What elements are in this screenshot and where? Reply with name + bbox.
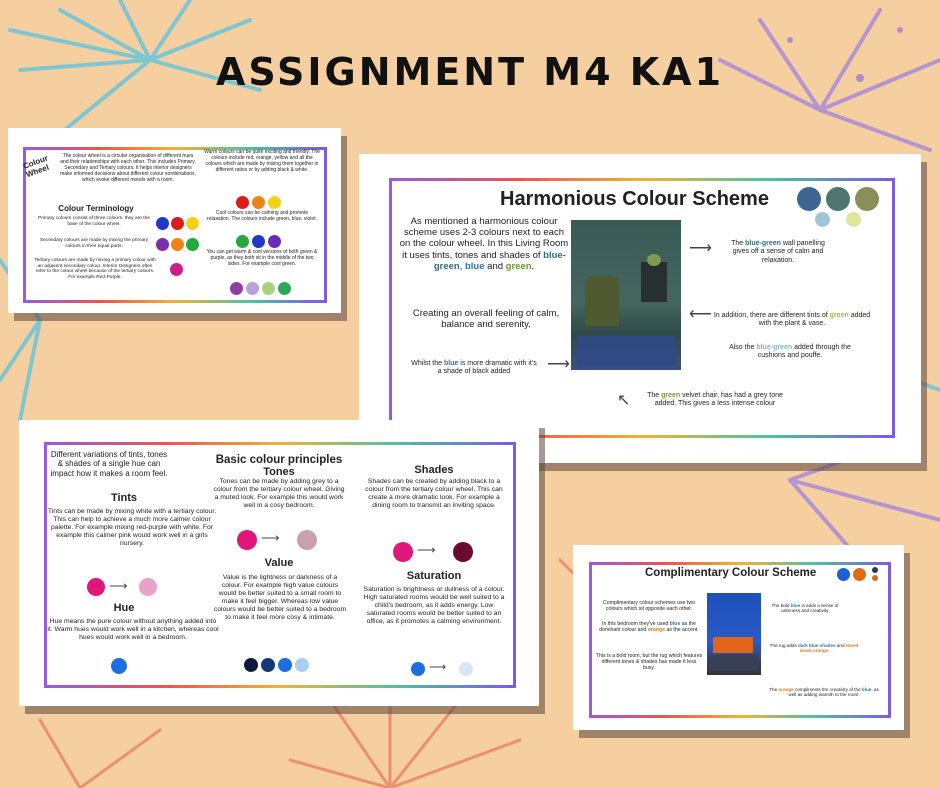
harmonious-swatch-lightgreen — [846, 212, 861, 227]
tints-red-purple — [87, 578, 105, 596]
swatch-green — [186, 238, 199, 251]
value-blue — [278, 658, 292, 672]
comp-note-rug: The rug adds dark blue shades and toned down orange — [769, 643, 859, 654]
saturation-blue — [411, 662, 425, 676]
swatch-blue — [156, 217, 169, 230]
tones-heading: Tones — [263, 466, 295, 478]
comp-swatch-blue — [837, 568, 850, 581]
comp-p1: Complimentary colour schemes use two colours which sit opposite each other. — [603, 600, 695, 613]
comp-p3: This is a bold room, but the rug which features different tones & shades has made it less busy. — [595, 653, 703, 672]
tints-heading: Tints — [110, 492, 138, 504]
warm-cool-text: You can get warm & cool versions of both green & purple, as they both sit in the middle of the two sides. For example cool green. — [206, 249, 318, 267]
bedroom-image — [707, 593, 761, 675]
secondary-text: Secondary colours are made by mixing the primary colours in their equal parts. — [39, 238, 149, 249]
tones-muted — [297, 530, 317, 550]
shades-text: Shades can be created by adding black to a colour from the tertiary colour wheel. This can create a more dramatic look. For example a dining room to transmit an inviting space. — [365, 478, 503, 510]
tints-text: Tints can be made by mixing white with a tertiary colour. This can help to achieve a much more calmer colour palette. For example mixing red-purple with white. For example this calmer pink would work well in a girls nursery. — [47, 508, 217, 548]
comp-note-orange: The orange compliments the creativity of the blue, as well as adding warmth to the room. — [769, 687, 879, 698]
harmonious-swatch-green — [855, 187, 879, 211]
slide-colour-wheel — [8, 128, 341, 313]
slide-basic-principles — [19, 420, 539, 706]
warm-yellow — [268, 196, 281, 209]
swatch-purple — [156, 238, 169, 251]
harmonious-intro: As mentioned a harmonious colour scheme uses 2-3 colours next to each on the colour wheel. In this Living Room it uses tints, tones and shades of blue-green, blue and green. — [399, 216, 569, 272]
page-title: ASSIGNMENT M4 KA1 — [215, 50, 725, 94]
slide-harmonious — [359, 154, 921, 463]
value-lightblue — [295, 658, 309, 672]
arrow-icon: ⟵ — [689, 306, 712, 323]
hue-text: Hue means the pure colour without anything added into it. Warm hues would work well in a kitchen, whereas cool hues would work well in a bedroom. — [47, 618, 219, 642]
comp-p2: In this bedroom they've used blue as the dominant colour and orange as the accent. — [599, 621, 699, 634]
shades-heading: Shades — [414, 464, 454, 476]
terminology-heading: Colour Terminology — [58, 204, 134, 213]
saturation-pale — [459, 662, 473, 676]
cool-green — [236, 235, 249, 248]
cool-text: Cool colours can be calming and promote relaxation. The colours include green, blue, violet. — [207, 210, 317, 222]
hue-blue — [111, 658, 127, 674]
value-text: Value is the lightness or darkness of a colour. For example high value colours would be better suited to a small room to make it feel bigger. Whereas low value colours would be better suited to a bedroom to make it feel more cosy & intimate. — [213, 574, 347, 622]
tertiary-text: Tertiary colours are made by mixing a primary colour with an adjacent secondary colour. Interior Designers often refer to the colour wheel because of the tertiary colours. For example Red-Purple. — [34, 258, 156, 280]
colour-wheel-side-title: Colour Wheel — [21, 153, 51, 180]
value-navy — [244, 658, 258, 672]
warm-orange — [252, 196, 265, 209]
hue-heading: Hue — [113, 602, 135, 614]
slide-complimentary — [573, 545, 904, 730]
colour-wheel-intro: The colour wheel is a circular organisation of different hues and their relationships with each other. This includes Primary, Secondary and Tertiary colours. It helps interior designers make informed decisions about different colour combinations, which evoke different moods with a room. — [60, 153, 196, 183]
swatch-red-purple — [170, 263, 183, 276]
value-darkblue — [261, 658, 275, 672]
tints-pink — [139, 578, 157, 596]
tones-red-purple — [237, 530, 257, 550]
harmonious-heading: Harmonious Colour Scheme — [500, 188, 769, 210]
variations-text: Different variations of tints, tones & shades of a single hue can impact how it makes a room feel. — [50, 450, 168, 478]
arrow-icon: ⟶ — [547, 356, 570, 373]
comp-note-bold-blue: The bold blue is adds a sense of calmness and creativity. — [771, 603, 839, 614]
comp-swatch-orange — [853, 568, 866, 581]
arrow-icon: ⟶ — [417, 542, 436, 557]
harmonious-swatch-lightblue — [815, 212, 830, 227]
warm-red — [236, 196, 249, 209]
arrow-icon: ⟶ — [689, 240, 712, 257]
swatch-lilac — [246, 282, 259, 295]
note-blue-dramatic: Whilst the blue is more dramatic with it's a shade of black added — [411, 360, 537, 376]
living-room-image — [571, 220, 681, 370]
swatch-orange — [171, 238, 184, 251]
arrow-icon: ⟶ — [429, 660, 447, 674]
comp-swatch-dark — [872, 567, 878, 573]
shades-red-purple — [393, 542, 413, 562]
note-velvet-chair: The green velvet chair, has had a grey tone added. This gives a less intense colour — [647, 392, 783, 408]
harmonious-feeling: Creating an overall feeling of calm, balance and serenity. — [412, 308, 560, 331]
cool-blue — [252, 235, 265, 248]
saturation-text: Saturation is brightness or dullness of a colour. High saturated rooms would be well suited to a child's bedroom, as it adds energy. Low saturated rooms would be better suited to an office, as it promotes a calming environment. — [363, 586, 505, 626]
swatch-cool-green — [278, 282, 291, 295]
swatch-violet — [230, 282, 243, 295]
tones-text: Tones can be made by adding grey to a colour from the tertiary colour wheel. Giving a muted look. For example this would work well in a cosy bedroom. — [213, 478, 345, 510]
cool-violet — [268, 235, 281, 248]
shades-dark — [453, 542, 473, 562]
note-cushions: Also the blue-green added through the cushions and pouffe. — [729, 344, 851, 360]
harmonious-swatch-bluegreen — [826, 187, 850, 211]
harmonious-swatch-blue — [797, 187, 821, 211]
basic-principles-heading: Basic colour principles — [215, 454, 343, 466]
value-heading: Value — [264, 557, 294, 569]
warm-text: Warm colours can be quite exciting and friendly. The colours include red, orange, yellow and all the colours which are made by mixing them together in different ratios or by adding black & white. — [204, 149, 320, 173]
complimentary-heading: Complimentary Colour Scheme — [645, 567, 817, 579]
primary-text: Primary colours consist of three colours, they are the base of the colour wheel. — [38, 216, 150, 227]
swatch-light-green — [262, 282, 275, 295]
comp-swatch-toned — [872, 575, 878, 581]
swatch-yellow — [186, 217, 199, 230]
arrow-icon: ⟶ — [109, 578, 128, 593]
saturation-heading: Saturation — [406, 570, 462, 582]
arrow-icon: ↖ — [617, 392, 631, 409]
swatch-red — [171, 217, 184, 230]
note-wall-panelling: The blue-green wall panelling gives off a sense of calm and relaxation. — [731, 240, 825, 264]
note-green-tints: In addition, there are different tints of green added with the plant & vase. — [713, 312, 871, 328]
arrow-icon: ⟶ — [261, 530, 280, 545]
